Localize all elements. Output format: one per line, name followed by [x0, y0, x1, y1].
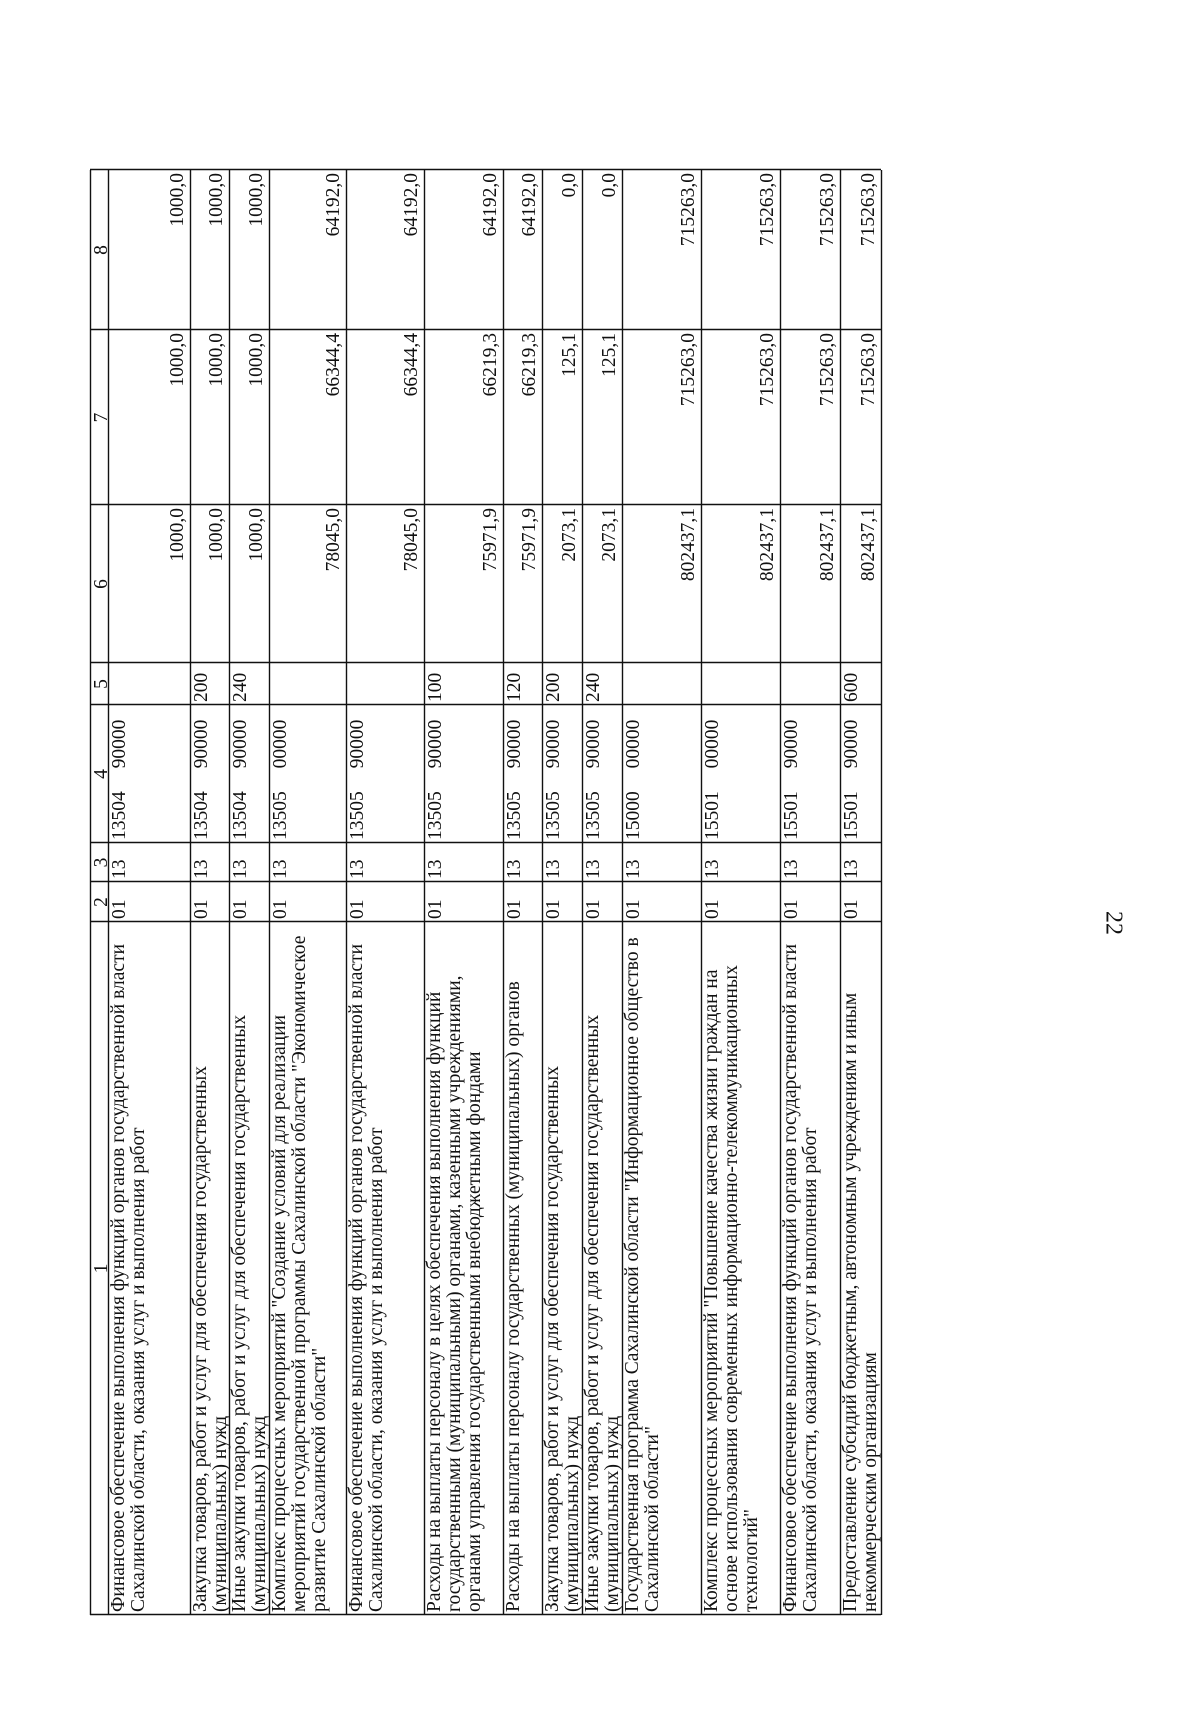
table-cell-v8: 64192,0 [401, 173, 422, 237]
table-cell-pr: 13 [425, 859, 446, 879]
table-cell-pr: 13 [270, 859, 291, 879]
table-cell-csr: 13505 00000 [270, 719, 291, 840]
table-cell-vr: 240 [583, 672, 604, 702]
header-cell-4: 4 [91, 769, 112, 779]
table-cell-v7: 1000,0 [246, 333, 267, 387]
header-cell-6: 6 [91, 579, 112, 589]
table-cell-rz: 01 [781, 899, 802, 919]
table-cell-csr: 13505 90000 [347, 719, 368, 840]
table-cell-csr: 13505 90000 [425, 719, 446, 840]
table-cell-v6: 75971,9 [519, 508, 540, 572]
table-cell-name: Предоставление субсидий бюджетным, автономным учреждениям и иным некоммерческим организациям [840, 992, 881, 1612]
table-cell-csr: 15000 00000 [623, 719, 644, 840]
table-cell-v6: 802437,1 [757, 508, 778, 582]
table-cell-v8: 1000,0 [246, 173, 267, 227]
header-cell-7: 7 [91, 412, 112, 423]
table-cell-v6: 78045,0 [401, 508, 422, 572]
table-cell-vr [780, 663, 840, 705]
table-cell-v6: 2073,1 [559, 508, 580, 562]
table-cell-pr: 13 [781, 859, 802, 879]
table-cell-v6: 78045,0 [323, 508, 344, 572]
table-cell-v7: 66344,4 [323, 333, 344, 397]
table-cell-v6: 2073,1 [599, 508, 620, 562]
table-cell-vr [701, 663, 780, 705]
table-cell-csr: 13504 90000 [191, 719, 212, 840]
table-cell-pr: 13 [230, 859, 251, 879]
table-cell-v8: 715263,0 [757, 173, 778, 247]
table-cell-v6: 1000,0 [246, 508, 267, 562]
table-cell-vr: 200 [543, 672, 564, 702]
table-cell-v7: 125,1 [559, 333, 580, 377]
table-cell-v8: 0,0 [559, 173, 580, 198]
table-cell-v7: 715263,0 [858, 333, 879, 407]
table-cell-csr: 13504 90000 [230, 719, 251, 840]
table-cell-csr: 15501 90000 [841, 719, 862, 840]
table-cell-v7: 125,1 [599, 333, 620, 377]
table-cell-name: Закупка товаров, работ и услуг для обеспечения государственных (муниципальных) нужд [542, 1065, 583, 1612]
header-cell-5: 5 [91, 679, 112, 689]
table-cell-vr [622, 663, 701, 705]
table-cell-v7: 715263,0 [817, 333, 838, 407]
table-cell-rz: 01 [504, 899, 525, 919]
page-number: 22 [1100, 911, 1127, 935]
table-cell-pr: 13 [583, 859, 604, 879]
table-cell-name: Закупка товаров, работ и услуг для обеспечения государственных (муниципальных) нужд [190, 1065, 231, 1612]
header-cell-1: 1 [91, 1263, 112, 1274]
table-cell-vr [346, 663, 424, 705]
header-cell-8: 8 [91, 245, 112, 255]
table-cell-name: Иные закупки товаров, работ и услуг для обеспечения государственных (муниципальных) нужд [229, 1014, 270, 1612]
table-cell-csr: 13504 90000 [109, 719, 130, 840]
table-cell-rz: 01 [425, 899, 446, 919]
table-cell-v7: 715263,0 [757, 333, 778, 407]
table-cell-vr: 200 [191, 672, 212, 702]
table-cell-v8: 64192,0 [323, 173, 344, 237]
table-cell-pr: 13 [543, 859, 564, 879]
header-cell-3: 3 [91, 857, 112, 868]
table-cell-pr: 13 [347, 859, 368, 879]
table-cell-rz: 01 [623, 899, 644, 919]
table-cell-pr: 13 [623, 859, 644, 879]
table-cell-pr: 13 [702, 859, 723, 879]
table-cell-name: Финансовое обеспечение выполнения функций органов государственной власти Сахалинской области, оказания услуг и выполнения работ [346, 943, 387, 1612]
table-cell-rz: 01 [230, 899, 251, 919]
table-cell-v6: 802437,1 [817, 508, 838, 582]
budget-table [90, 170, 1100, 1615]
table-cell-v7: 715263,0 [678, 333, 699, 407]
table-cell-v8: 64192,0 [480, 173, 501, 237]
table-cell-v7: 1000,0 [167, 333, 188, 387]
table-cell-v8: 1000,0 [167, 173, 188, 227]
table-cell-v6: 1000,0 [167, 508, 188, 562]
table-cell-v8: 1000,0 [206, 173, 227, 227]
table-cell-name: Комплекс процессных мероприятий "Повышение качества жизни граждан на основе использования современных информационно-телекоммуникационных технологий" [701, 965, 762, 1612]
table-cell-name: Расходы на выплаты персоналу в целях обеспечения выполнения функций государственными (муниципальными) органами, казенными учреждениями, органами управления государственными внебюджетными фондами [424, 975, 485, 1612]
table-cell-v6: 75971,9 [480, 508, 501, 572]
table-cell-rz: 01 [109, 899, 130, 919]
table-cell-v7: 66219,3 [480, 333, 501, 397]
table-cell-v6: 802437,1 [858, 508, 879, 582]
table-cell-pr: 13 [841, 859, 862, 879]
table-cell-vr: 100 [425, 672, 446, 702]
table-cell-v8: 0,0 [599, 173, 620, 198]
table-cell-v7: 66344,4 [401, 333, 422, 397]
table-cell-v8: 715263,0 [858, 173, 879, 247]
table-cell-rz: 01 [583, 899, 604, 919]
table-cell-v6: 1000,0 [206, 508, 227, 562]
table-cell-v8: 715263,0 [817, 173, 838, 247]
table-cell-rz: 01 [702, 899, 723, 919]
table-cell-pr: 13 [191, 859, 212, 879]
table-cell-pr: 13 [109, 859, 130, 879]
table-cell-v7: 1000,0 [206, 333, 227, 387]
table-cell-name: Финансовое обеспечение выполнения функций органов государственной власти Сахалинской области, оказания услуг и выполнения работ [108, 943, 149, 1612]
table-cell-rz: 01 [270, 899, 291, 919]
table-cell-csr: 15501 00000 [702, 719, 723, 840]
table-cell-rz: 01 [191, 899, 212, 919]
table-cell-name: Финансовое обеспечение выполнения функций органов государственной власти Сахалинской области, оказания услуг и выполнения работ [780, 943, 821, 1612]
table-cell-vr: 240 [230, 672, 251, 702]
table-cell-vr: 120 [504, 672, 525, 702]
table-cell-name: Комплекс процессных мероприятий "Создание условий для реализации мероприятий государственной программы Сахалинской области "Экономическое развитие Сахалинской области" [269, 935, 330, 1612]
table-cell-rz: 01 [543, 899, 564, 919]
table-cell-vr [269, 663, 346, 705]
table-cell-v7: 66219,3 [519, 333, 540, 397]
table-cell-name: Расходы на выплаты персоналу государственных (муниципальных) органов [503, 981, 524, 1612]
table-cell-csr: 13505 90000 [504, 719, 525, 840]
header-cell-2: 2 [91, 897, 112, 907]
table-cell-name: Государственная программа Сахалинской области "Информационное общество в Сахалинской области" [622, 937, 663, 1612]
table-cell-vr: 600 [841, 672, 862, 702]
table-cell-vr [108, 663, 190, 705]
table-cell-csr: 13505 90000 [583, 719, 604, 840]
table-cell-pr: 13 [504, 859, 525, 879]
table-cell-name: Иные закупки товаров, работ и услуг для обеспечения государственных (муниципальных) нужд [582, 1014, 623, 1612]
table-cell-rz: 01 [841, 899, 862, 919]
table-cell-csr: 13505 90000 [543, 719, 564, 840]
table-cell-v6: 802437,1 [678, 508, 699, 582]
table-cell-v8: 715263,0 [678, 173, 699, 247]
table-cell-rz: 01 [347, 899, 368, 919]
table-cell-v8: 64192,0 [519, 173, 540, 237]
table-cell-csr: 15501 90000 [781, 719, 802, 840]
